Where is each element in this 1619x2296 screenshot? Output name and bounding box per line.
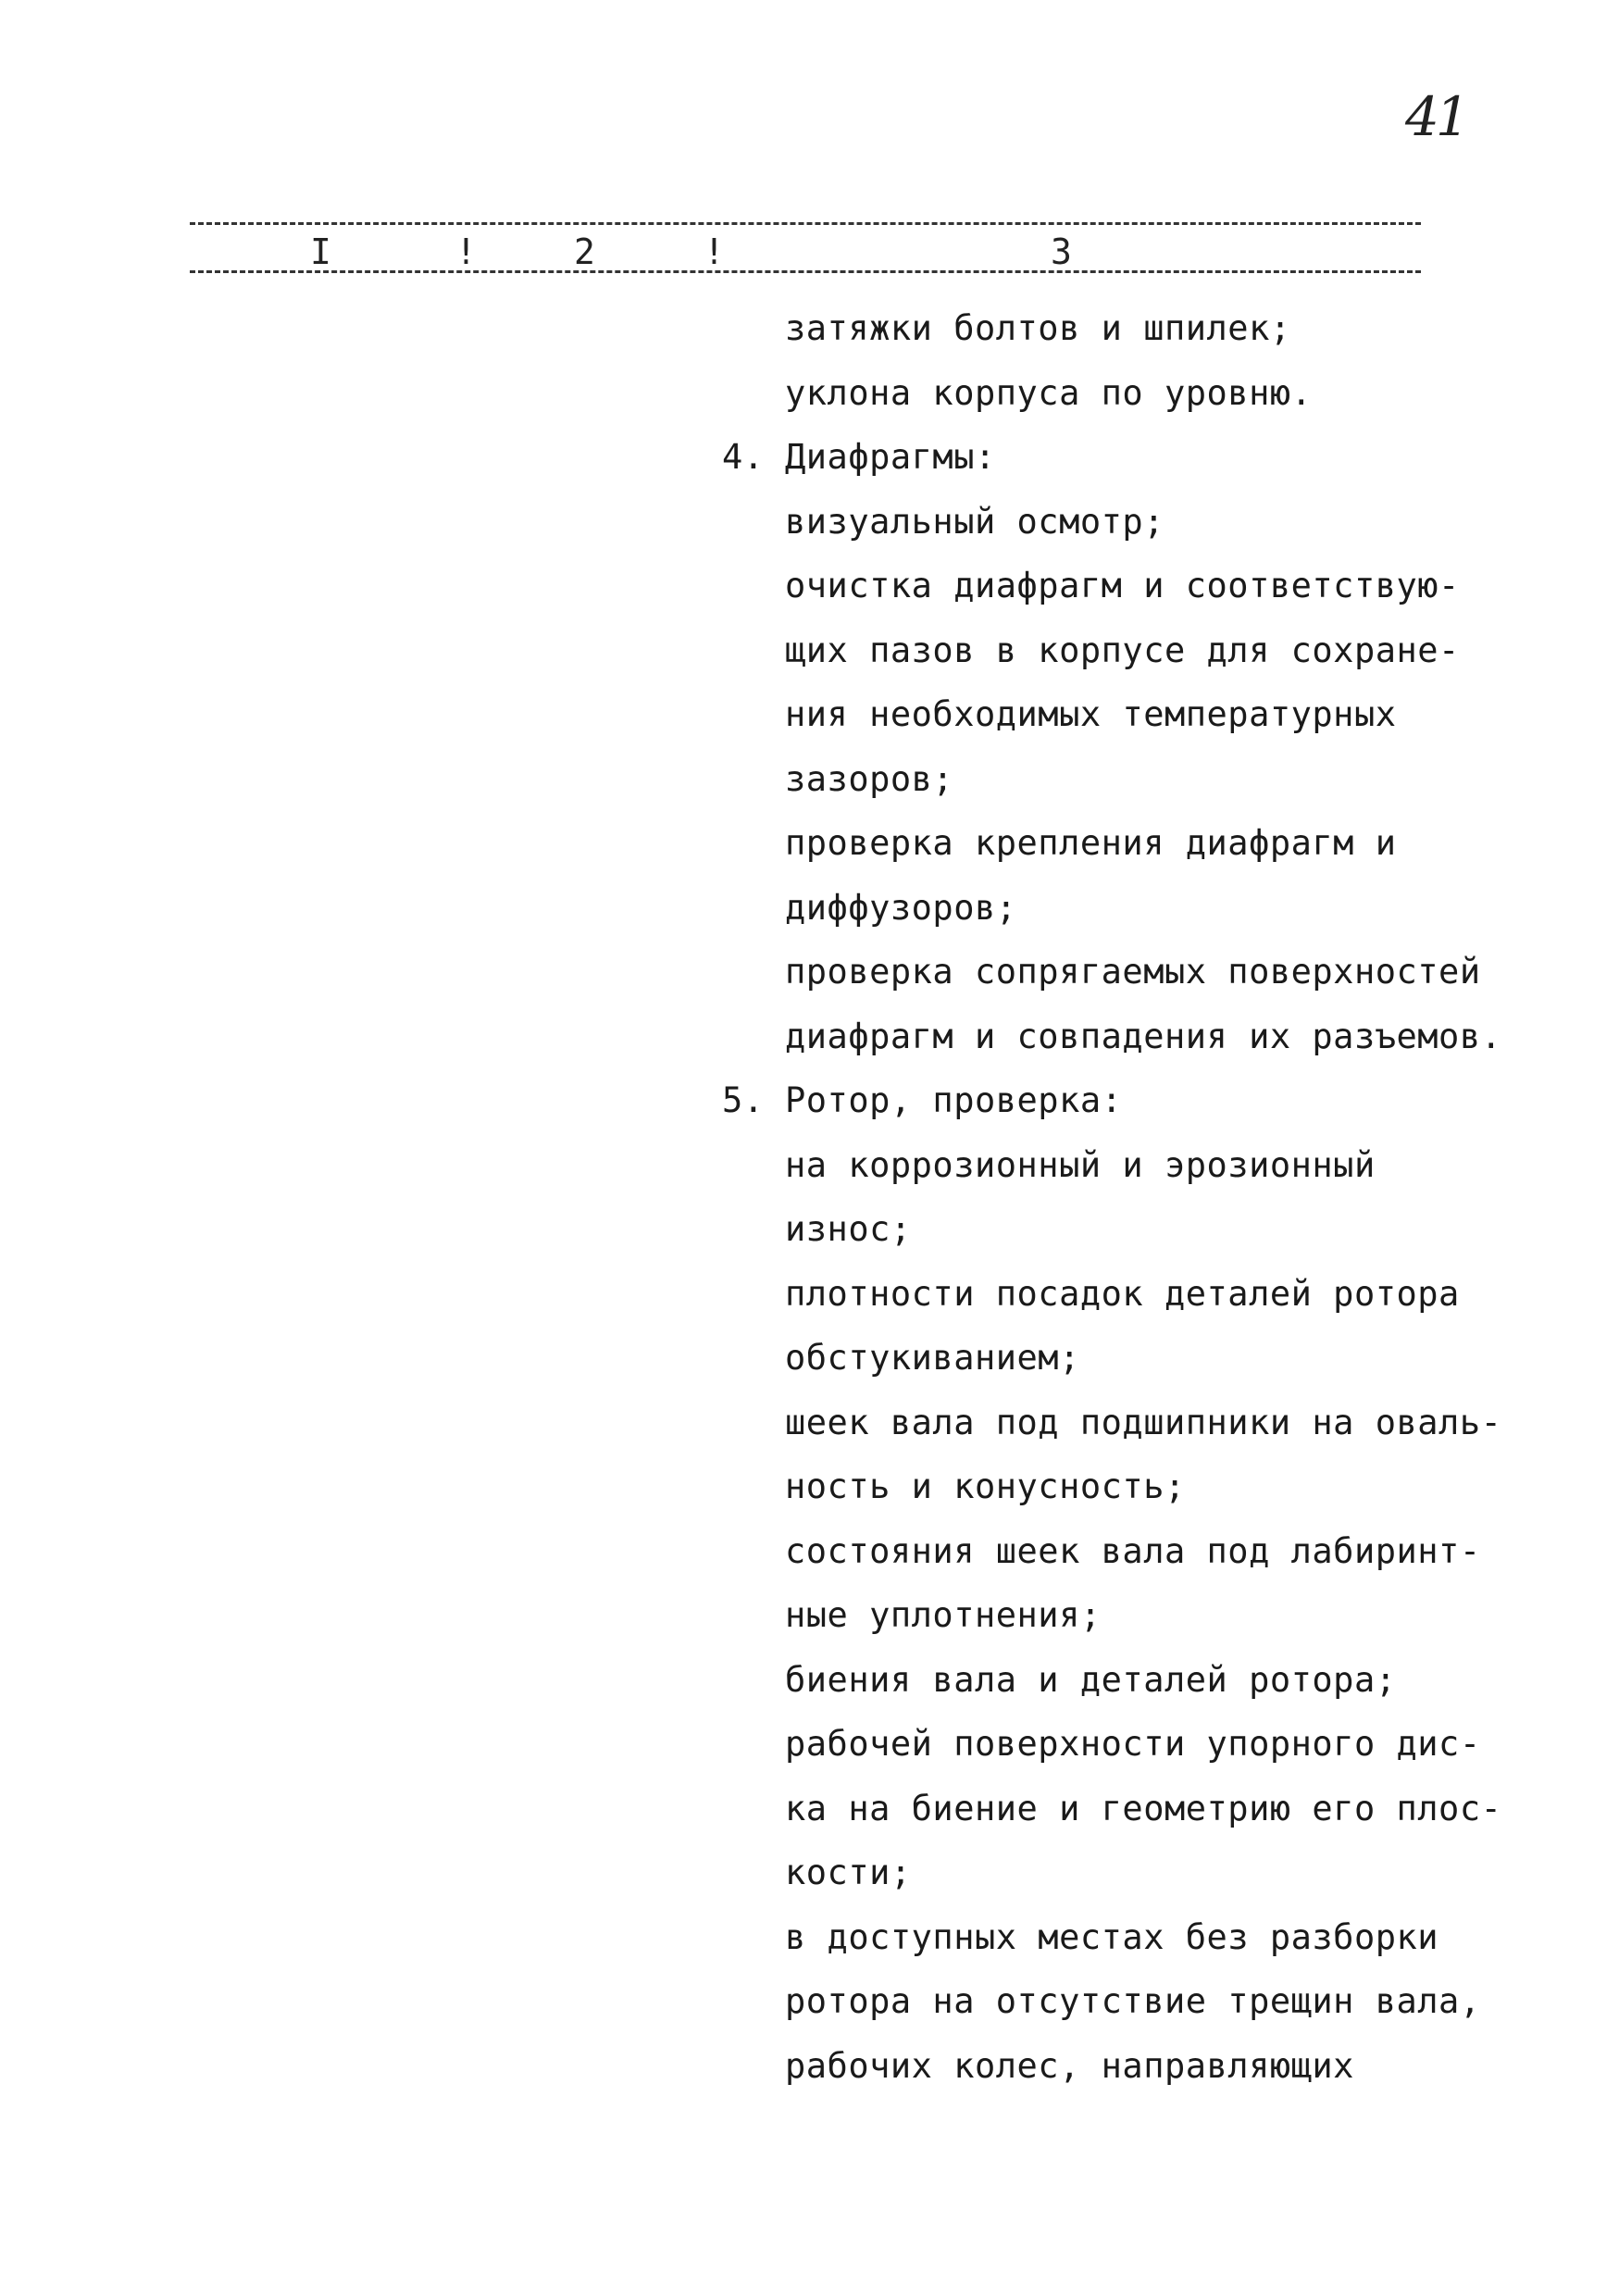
section-heading-line [722,1068,1592,1133]
text-line [722,747,1592,812]
line-text: ка на биение и геометрию его плос- [785,1788,1502,1828]
line-text: рабочих колес, направляющих [785,2045,1354,2086]
line-text: кости; [785,1853,912,1892]
section-heading-line [722,425,1592,490]
text-line [722,2034,1592,2099]
text-line [722,554,1592,618]
text-line [722,1391,1592,1455]
text-line [722,1197,1592,1262]
line-text: шеек вала под подшипники на оваль- [785,1402,1502,1442]
header-rule-bottom [190,270,1421,273]
line-text: ротора на отсутствие трещин вала, [785,1981,1481,2021]
line-text: ность и конусность; [785,1466,1186,1506]
line-text: диффузоров; [785,887,1017,928]
line-text: ные уплотнения; [785,1595,1102,1635]
line-text: в доступных местах без разборки [785,1916,1439,1957]
column-separator: ! [704,231,725,272]
line-text: визуальный осмотр; [785,501,1164,542]
line-text: проверка крепления диафрагм и [785,823,1397,863]
text-line [722,1519,1592,1584]
line-text: плотности посадок деталей ротора [785,1273,1460,1314]
document-body [722,296,1592,2098]
line-text: состояния шеек вала под лабиринт- [785,1530,1481,1571]
text-line [722,940,1592,1004]
page-number: 41 [1405,85,1466,148]
line-text: на коррозионный и эрозионный [785,1144,1376,1185]
line-text: очистка диафрагм и соответствую- [785,566,1460,605]
text-line [722,1712,1592,1777]
text-line [722,682,1592,747]
column-header-3: 3 [1051,231,1072,272]
section-number: 5. [722,1080,765,1120]
text-line [722,811,1592,876]
text-line [722,618,1592,683]
header-rule-top [190,222,1421,225]
line-text: рабочей поверхности упорного дис- [785,1724,1481,1764]
text-line [722,1777,1592,1841]
line-text: зазоров; [785,758,954,799]
line-text: ния необходимых температурных [785,694,1397,734]
line-text: щих пазов в корпусе для сохране- [785,630,1460,670]
column-header-1: I [310,231,331,272]
text-line [722,361,1592,426]
text-line [722,1133,1592,1198]
line-text: Ротор, проверка: [785,1080,1123,1120]
line-text: затяжки болтов и шпилек; [785,308,1291,348]
text-line [722,1262,1592,1327]
text-line [722,1905,1592,1970]
line-text: износ; [785,1209,912,1249]
text-line [722,490,1592,555]
line-text: Диафрагмы: [785,437,996,477]
text-line [722,876,1592,941]
section-number: 4. [722,437,765,477]
column-separator: ! [455,231,477,272]
line-text: проверка сопрягаемых поверхностей [785,952,1481,992]
text-line [722,1454,1592,1519]
line-text: диафрагм и совпадения их разъемов. [785,1016,1502,1056]
line-text: уклона корпуса по уровню. [785,372,1313,413]
text-line [722,1969,1592,2034]
text-line [722,1841,1592,1905]
column-header-2: 2 [574,231,595,272]
line-text: обстукиванием; [785,1338,1080,1378]
text-line [722,296,1592,361]
text-line [722,1583,1592,1648]
line-text: биения вала и деталей ротора; [785,1659,1397,1700]
text-line [722,1004,1592,1069]
text-line [722,1648,1592,1713]
text-line [722,1326,1592,1391]
